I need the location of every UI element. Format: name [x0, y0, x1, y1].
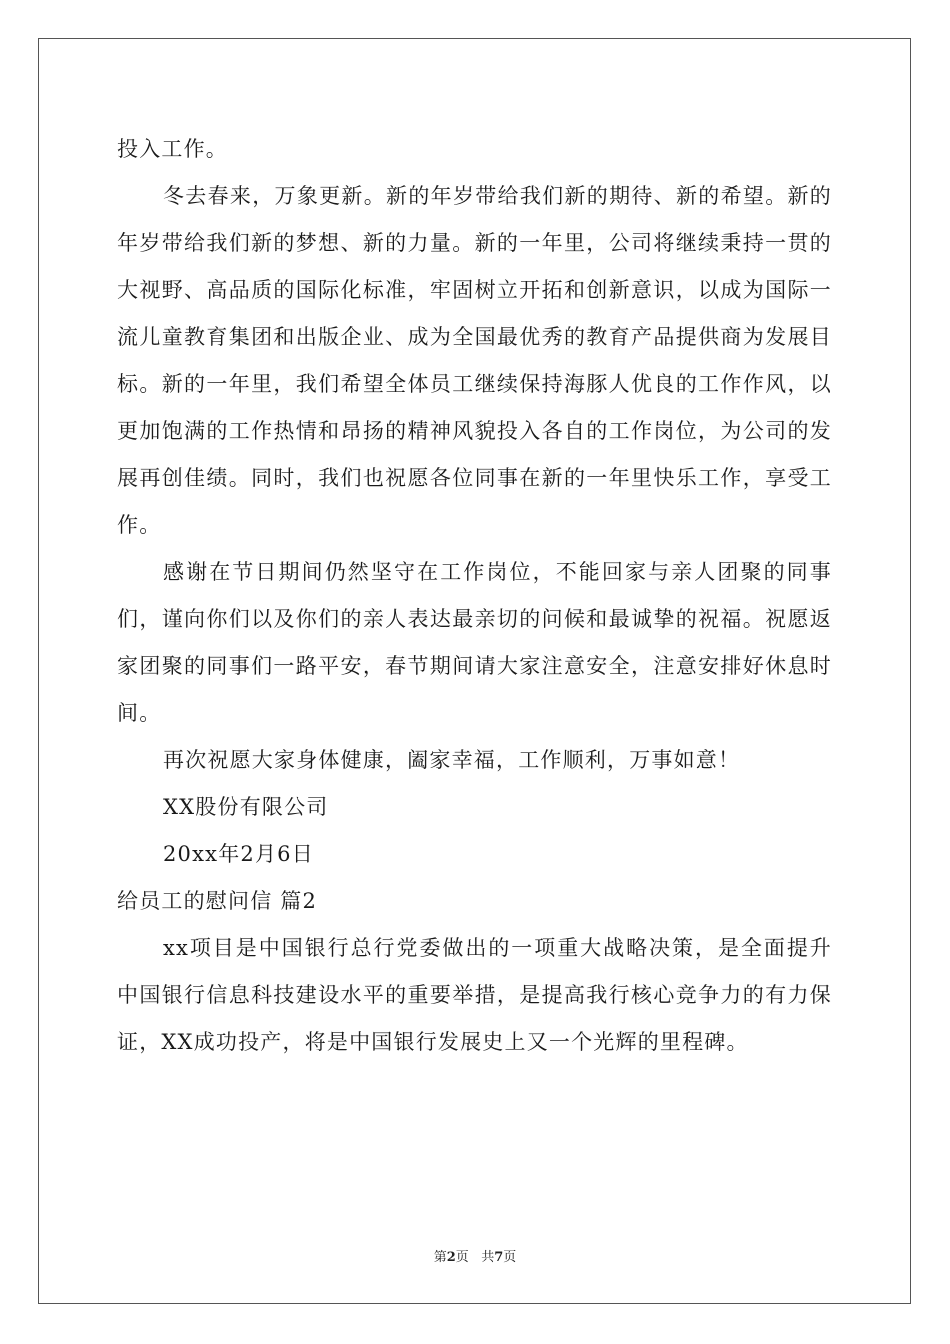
paragraph-4: 再次祝愿大家身体健康，阖家幸福，工作顺利，万事如意！ — [163, 748, 741, 772]
page-footer — [0, 1246, 950, 1265]
section-paragraph-1: xx项目是中国银行总行党委做出的一项重大战略决策，是全面提升中国银行信息科技建设水平的重要举措，是提高我行核心竞争力的有力保证，XX成功投产，将是中国银行发展史上又一个光辉的里程碑。 — [117, 936, 832, 1054]
signature-date: 20xx年2月6日 — [163, 842, 314, 866]
section-heading: 给员工的慰问信 篇2 — [117, 889, 318, 913]
footer-prefix: 第 — [433, 1250, 447, 1265]
footer-page-suffix: 页 — [455, 1250, 469, 1265]
footer-total-prefix: 共 — [481, 1250, 495, 1265]
paragraph-1: 投入工作。 — [117, 137, 228, 161]
footer-page-number: 2 — [446, 1250, 456, 1265]
paragraph-2: 冬去春来，万象更新。新的年岁带给我们新的期待、新的希望。新的年岁带给我们新的梦想、新的力量。新的一年里，公司将继续秉持一贯的大视野、高品质的国际化标准，牢固树立开拓和创新意识，以成为国际一流儿童教育集团和出版企业、成为全国最优秀的教育产品提供商为发展目标。新的一年里，我们希望全体员工继续保持海豚人优良的工作作风，以更加饱满的工作热情和昂扬的精神风貌投入各自的工作岗位，为公司的发展再创佳绩。同时，我们也祝愿各位同事在新的一年里快乐工作，享受工作。 — [117, 184, 832, 537]
footer-total-suffix: 页 — [503, 1250, 517, 1265]
signature-company: XX股份有限公司 — [163, 795, 329, 819]
paragraph-3: 感谢在节日期间仍然坚守在工作岗位，不能回家与亲人团聚的同事们，谨向你们以及你们的亲人表达最亲切的问候和最诚挚的祝福。祝愿返家团聚的同事们一路平安，春节期间请大家注意安全，注意安排好休息时间。 — [117, 560, 832, 725]
document-body — [117, 126, 832, 1066]
footer-total-pages: 7 — [494, 1250, 504, 1265]
